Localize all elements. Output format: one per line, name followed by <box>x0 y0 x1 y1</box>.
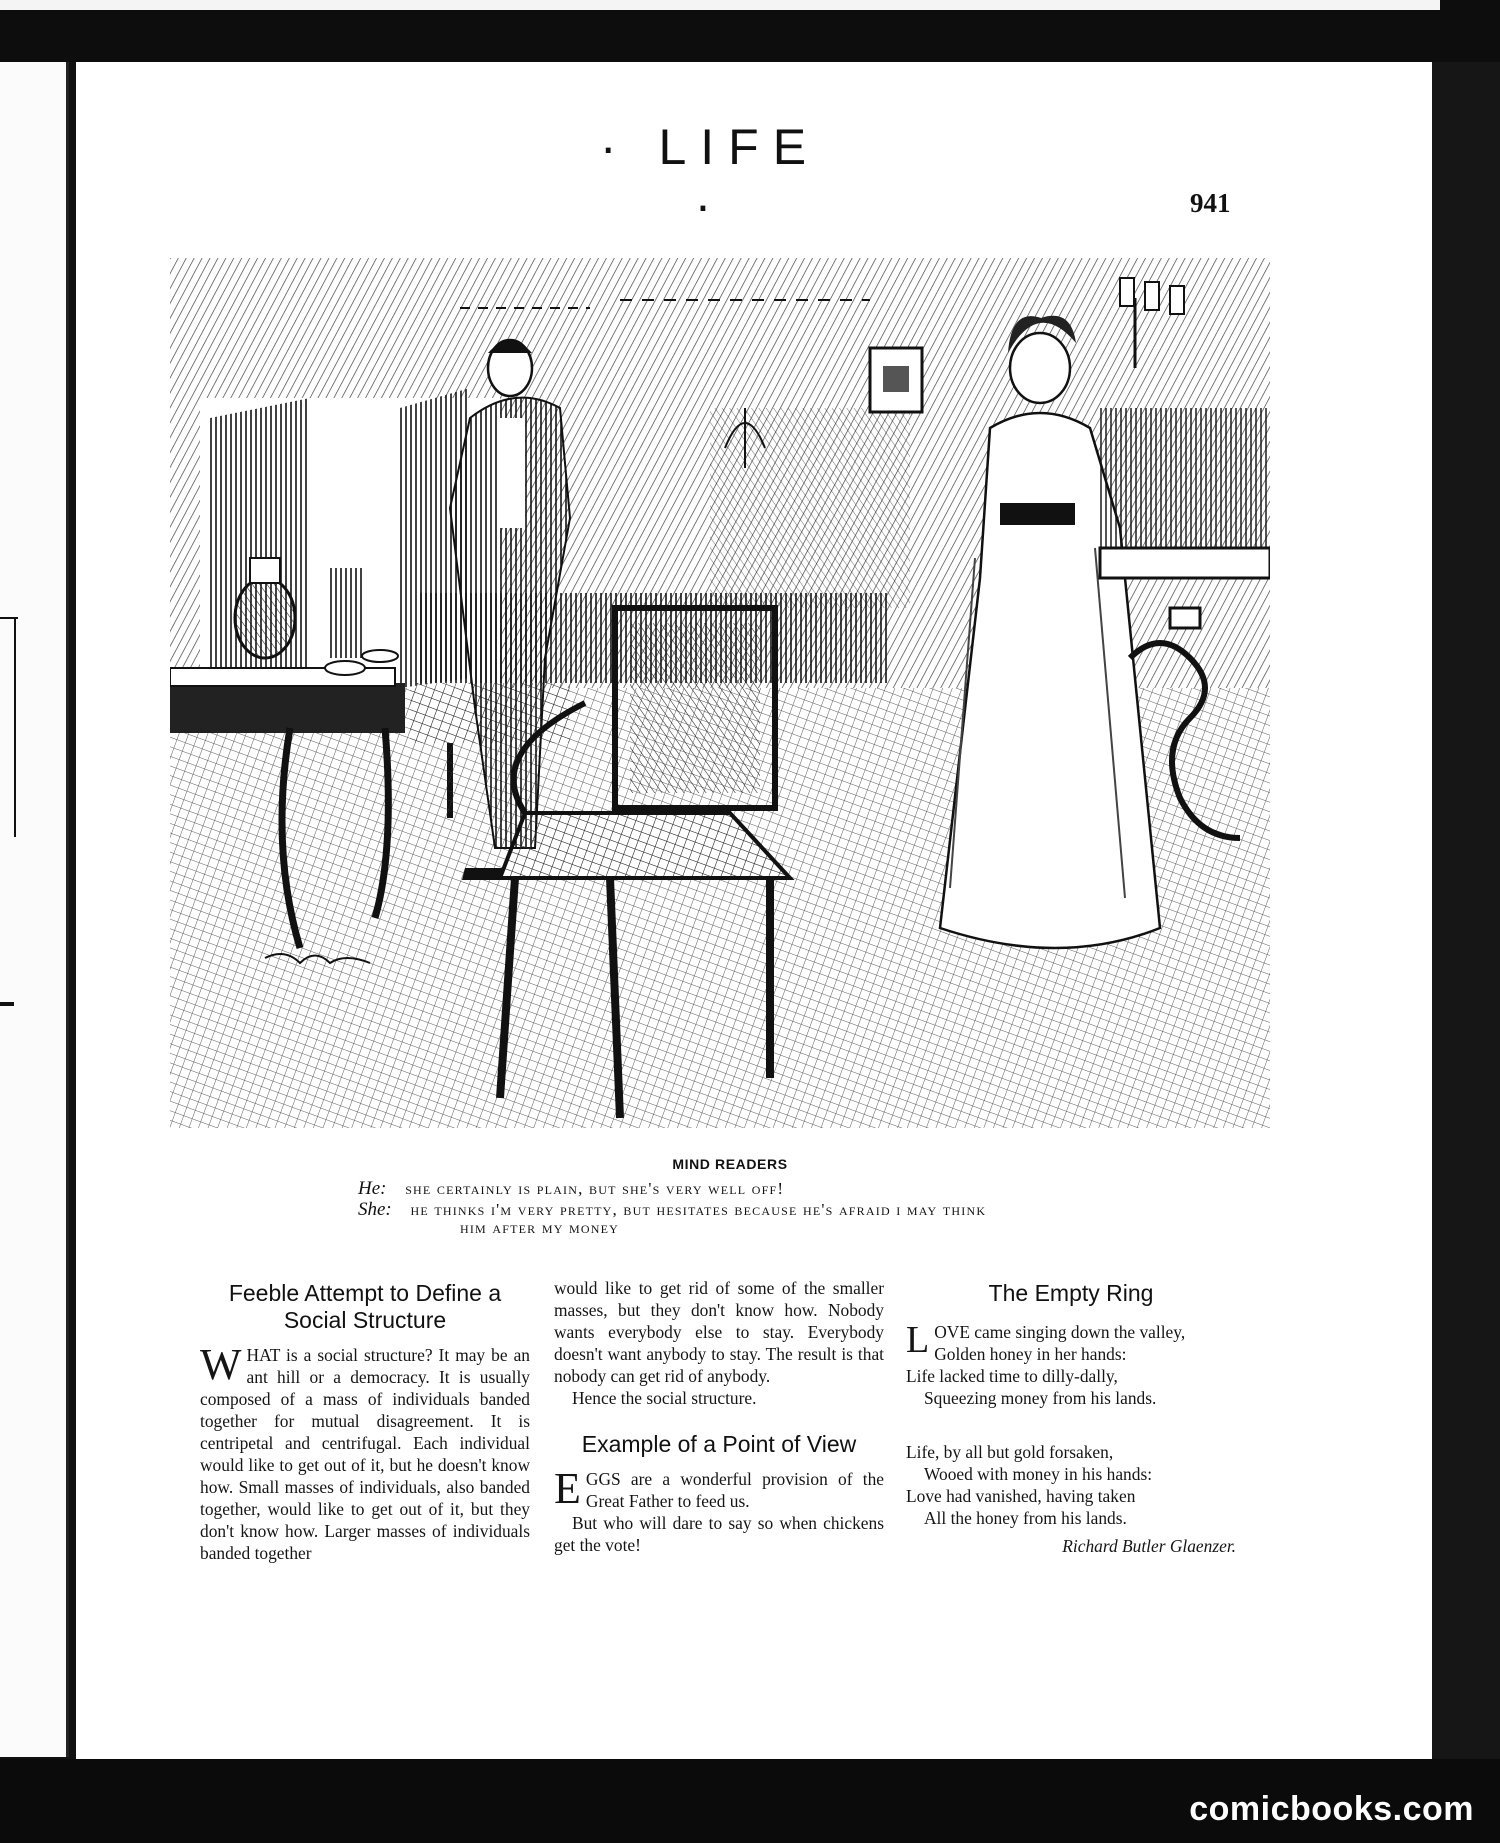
article-social-structure <box>200 1280 530 1564</box>
poem-line: Love had vanished, having taken <box>906 1486 1136 1506</box>
speaker-she: She: <box>358 1199 392 1220</box>
cartoon-title: MIND READERS <box>672 1156 788 1172</box>
article-paragraph: GGS are a wonderful provision of the Great Father to feed us. <box>585 1469 884 1511</box>
scan-bottom-border <box>0 1759 1500 1843</box>
article-body <box>200 1340 530 1564</box>
cartoon-illustration <box>170 258 1270 1128</box>
article-paragraph: HAT is a social structure? It may be an ant hill or a democracy. It is usually composed of a mass of individuals banded together for mutual disagreement. It is centripetal and centrifugal. Each individual would like to get out of it, but he doesn't know how. Small masses of individuals, also banded together, would like to get out of it, but they don't know how. Larger masses of individuals banded together <box>200 1345 530 1563</box>
adjacent-page-edge <box>0 62 69 1757</box>
scan-right-border <box>1432 62 1500 1762</box>
drop-cap: W <box>200 1340 242 1389</box>
speaker-he: He: <box>358 1178 387 1199</box>
article-heading-line1: Feeble Attempt to Define a <box>228 1280 502 1306</box>
poem-line: Golden honey in her hands: <box>934 1344 1127 1364</box>
poem-line: Squeezing money from his lands. <box>924 1388 1157 1408</box>
article-point-of-view-body <box>554 1464 884 1513</box>
poem-line: LOVE came singing down the valley, <box>906 1319 1186 1361</box>
caption-line-he <box>358 1178 784 1200</box>
poem-line: Wooed with money in his hands: <box>924 1464 1153 1484</box>
drop-cap: L <box>906 1319 930 1361</box>
caption-text-he: she certainly is plain, but she's very well off! <box>405 1179 785 1198</box>
poem-author: Richard Butler Glaenzer. <box>1062 1536 1236 1556</box>
magazine-title: · LIFE · <box>599 119 821 233</box>
caption-line-she <box>358 1199 986 1221</box>
caption-text-she-cont: him after my money <box>460 1218 620 1237</box>
page-number: 941 <box>1190 188 1231 218</box>
poem-stanza-1 <box>906 1321 1236 1409</box>
poem-line: Life, by all but gold forsaken, <box>906 1442 1114 1462</box>
caption-text-she: he thinks i'm very pretty, but hesitates because he's afraid i may think <box>410 1200 987 1219</box>
article-column-2 <box>554 1277 884 1556</box>
article-heading-line2: Social Structure <box>283 1307 447 1333</box>
drop-cap: E <box>554 1464 581 1513</box>
poem-line: Life lacked time to dilly-dally, <box>906 1366 1118 1386</box>
poem-stanza-2 <box>906 1441 1236 1529</box>
article-social-structure-continued: would like to get rid of some of the smaller masses, but they don't know how. Nobody wants everybody else to stay. Everybody doesn't want anybody to stay. The result is that nobody can get rid of anybody. <box>554 1278 884 1386</box>
poem-line: All the honey from his lands. <box>924 1508 1127 1528</box>
poem-empty-ring <box>906 1280 1236 1557</box>
article-point-of-view-heading: Example of a Point of View <box>581 1431 857 1457</box>
article-point-of-view-closing: But who will dare to say so when chickens get the vote! <box>554 1513 884 1555</box>
watermark: comicbooks.com <box>1189 1790 1474 1828</box>
article-social-structure-closing: Hence the social structure. <box>572 1388 757 1408</box>
poem-heading: The Empty Ring <box>988 1280 1154 1306</box>
article-heading <box>200 1280 530 1334</box>
caption-line-she-cont <box>460 1218 619 1238</box>
scan-top-strip <box>0 0 1440 10</box>
